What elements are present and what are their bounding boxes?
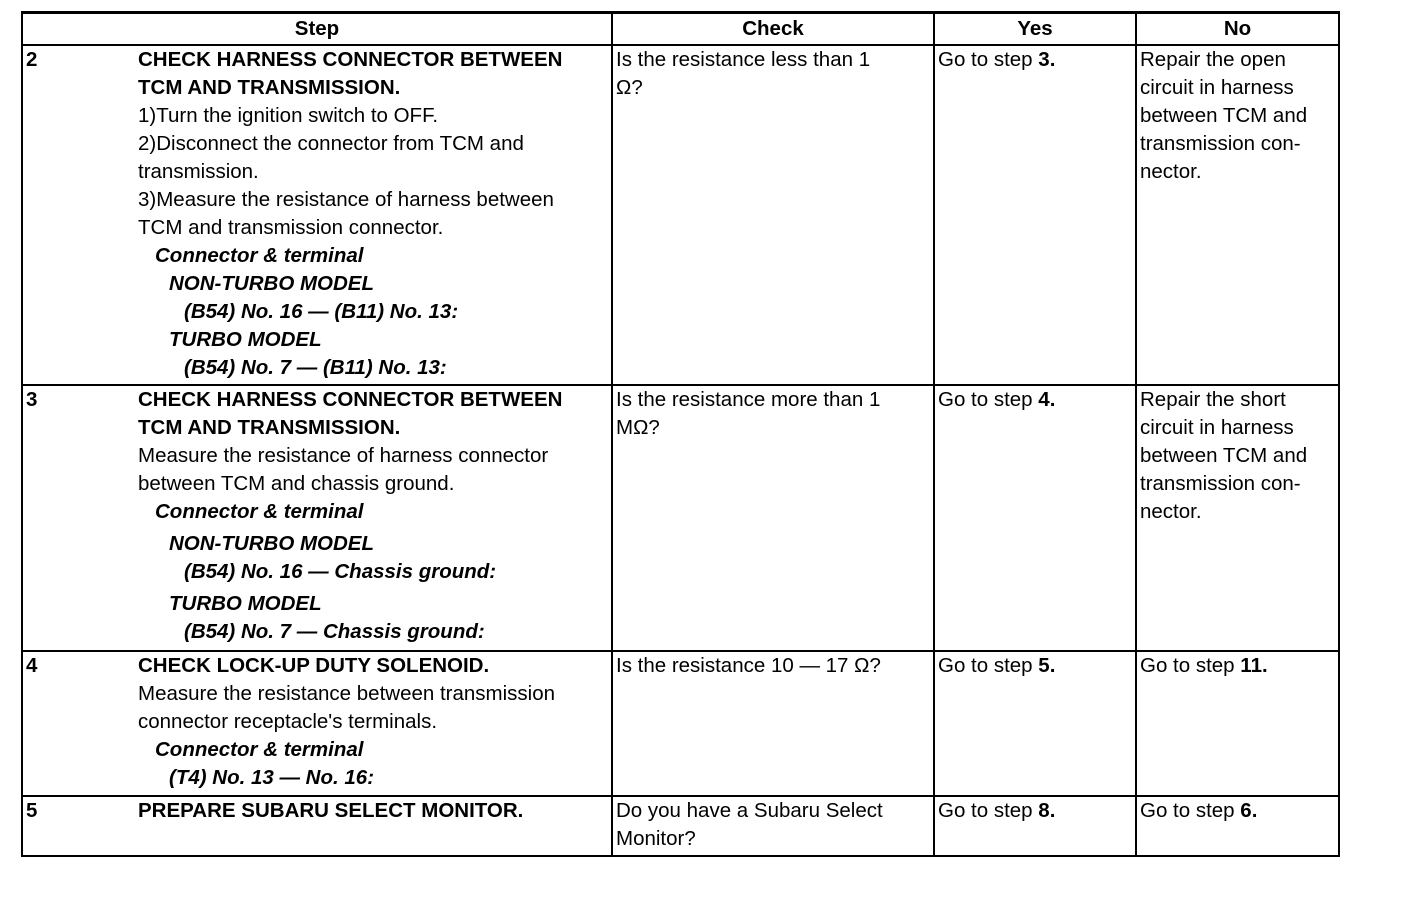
terminal-spec: (B54) No. 7 — Chassis ground: <box>184 620 485 643</box>
terminal-spec: (B54) No. 16 — Chassis ground: <box>184 560 497 583</box>
step-number: 2 <box>22 45 135 385</box>
no-text: nector. <box>1140 160 1202 183</box>
model-label: NON-TURBO MODEL <box>169 532 374 555</box>
step-instruction: 3)Measure the resistance of harness between <box>138 188 554 211</box>
no-cell <box>1136 385 1339 651</box>
table-row-step-5 <box>22 796 1339 856</box>
terminal-spec: (B54) No. 7 — (B11) No. 13: <box>184 356 447 379</box>
no-prefix: Go to step <box>1140 799 1235 822</box>
step-number: 3 <box>22 385 135 651</box>
step-instruction: 1)Turn the ignition switch to OFF. <box>138 104 439 127</box>
check-text: Is the resistance less than 1 <box>616 48 871 71</box>
step-title: PREPARE SUBARU SELECT MONITOR. <box>138 799 524 822</box>
yes-prefix: Go to step <box>938 48 1033 71</box>
step-instruction: Measure the resistance of harness connector <box>138 444 549 467</box>
step-title: TCM AND TRANSMISSION. <box>138 416 401 439</box>
yes-cell <box>934 45 1136 385</box>
step-instruction: 2)Disconnect the connector from TCM and <box>138 132 524 155</box>
connector-label: Connector & terminal <box>155 738 364 761</box>
no-step-ref: 6. <box>1240 799 1258 822</box>
no-prefix: Go to step <box>1140 654 1235 677</box>
step-title: CHECK HARNESS CONNECTOR BETWEEN <box>138 48 563 71</box>
header-row <box>22 13 1339 46</box>
header-check: Check <box>612 13 934 46</box>
no-text: between TCM and <box>1140 104 1308 127</box>
check-cell <box>612 651 934 796</box>
step-instruction: connector receptacle's terminals. <box>138 710 438 733</box>
yes-step-ref: 8. <box>1038 799 1056 822</box>
check-cell <box>612 45 934 385</box>
no-text: nector. <box>1140 500 1202 523</box>
header-no: No <box>1136 13 1339 46</box>
step-number: 4 <box>22 651 135 796</box>
check-text: Do you have a Subaru Select <box>616 799 883 822</box>
table-row-step-3 <box>22 385 1339 651</box>
table-row-step-2 <box>22 45 1339 385</box>
step-number: 5 <box>22 796 135 856</box>
no-text: transmission con- <box>1140 472 1301 495</box>
step-instruction: TCM and transmission connector. <box>138 216 444 239</box>
yes-prefix: Go to step <box>938 654 1033 677</box>
connector-label: Connector & terminal <box>155 244 364 267</box>
check-text: Is the resistance 10 — 17 Ω? <box>616 654 881 677</box>
header-yes: Yes <box>934 13 1136 46</box>
yes-cell <box>934 796 1136 856</box>
yes-cell <box>934 651 1136 796</box>
check-text: Ω? <box>616 76 643 99</box>
no-cell <box>1136 45 1339 385</box>
no-text: Repair the short <box>1140 388 1286 411</box>
check-cell <box>612 385 934 651</box>
model-label: TURBO MODEL <box>169 592 322 615</box>
step-instruction: transmission. <box>138 160 259 183</box>
no-text: Repair the open <box>1140 48 1286 71</box>
step-cell <box>135 796 612 856</box>
no-step-ref: 11. <box>1240 654 1268 677</box>
diagnostic-table <box>21 11 1340 857</box>
yes-prefix: Go to step <box>938 799 1033 822</box>
step-instruction: between TCM and chassis ground. <box>138 472 455 495</box>
yes-step-ref: 4. <box>1038 388 1056 411</box>
no-text: between TCM and <box>1140 444 1308 467</box>
no-text: transmission con- <box>1140 132 1301 155</box>
terminal-spec: (T4) No. 13 — No. 16: <box>169 766 375 789</box>
yes-prefix: Go to step <box>938 388 1033 411</box>
step-title: CHECK HARNESS CONNECTOR BETWEEN <box>138 388 563 411</box>
check-text: MΩ? <box>616 416 660 439</box>
step-cell <box>135 45 612 385</box>
step-title: TCM AND TRANSMISSION. <box>138 76 401 99</box>
check-cell <box>612 796 934 856</box>
check-text: Monitor? <box>616 827 696 850</box>
step-cell <box>135 651 612 796</box>
yes-cell <box>934 385 1136 651</box>
step-instruction: Measure the resistance between transmission <box>138 682 556 705</box>
no-cell <box>1136 796 1339 856</box>
yes-step-ref: 5. <box>1038 654 1056 677</box>
model-label: TURBO MODEL <box>169 328 322 351</box>
yes-step-ref: 3. <box>1038 48 1056 71</box>
terminal-spec: (B54) No. 16 — (B11) No. 13: <box>184 300 459 323</box>
header-step: Step <box>22 13 612 46</box>
connector-label: Connector & terminal <box>155 500 364 523</box>
step-cell <box>135 385 612 651</box>
no-text: circuit in harness <box>1140 416 1294 439</box>
no-cell <box>1136 651 1339 796</box>
no-text: circuit in harness <box>1140 76 1294 99</box>
check-text: Is the resistance more than 1 <box>616 388 881 411</box>
step-title: CHECK LOCK-UP DUTY SOLENOID. <box>138 654 490 677</box>
table-row-step-4 <box>22 651 1339 796</box>
model-label: NON-TURBO MODEL <box>169 272 374 295</box>
